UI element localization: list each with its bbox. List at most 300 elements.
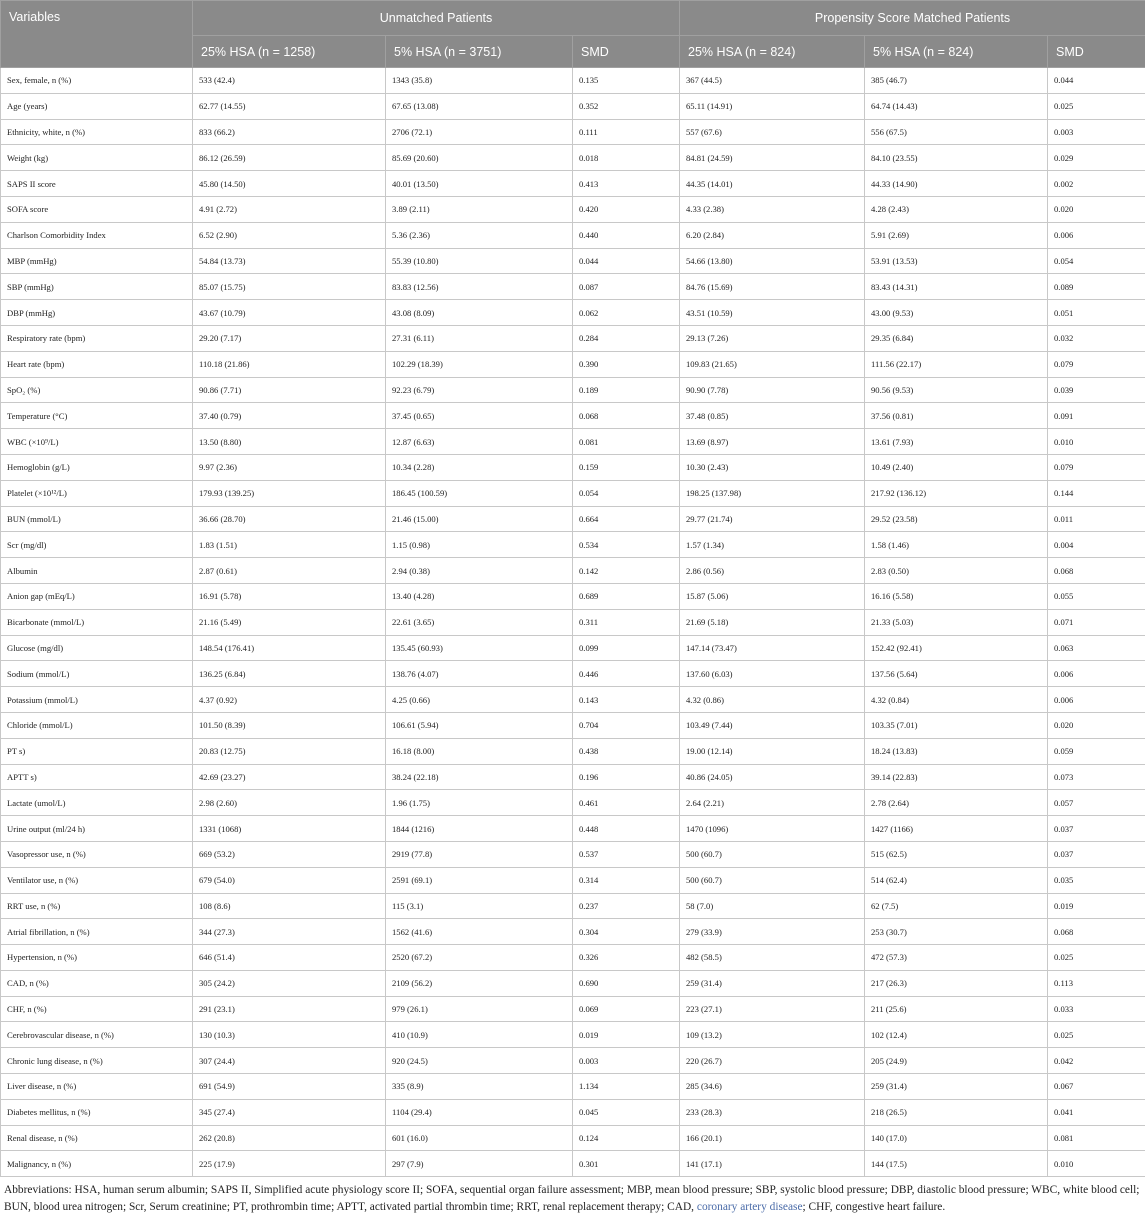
cell-unmatched-25-hsa: 148.54 (176.41) [193, 635, 386, 661]
cell-matched-5-hsa: 514 (62.4) [865, 867, 1048, 893]
cell-matched-25-hsa: 29.13 (7.26) [680, 325, 865, 351]
cell-matched-5-hsa: 144 (17.5) [865, 1151, 1048, 1177]
cell-matched-5-hsa: 515 (62.5) [865, 841, 1048, 867]
cell-unmatched-5-hsa: 335 (8.9) [386, 1074, 573, 1100]
cell-variable: Age (years) [1, 93, 193, 119]
table-row [1, 661, 1145, 687]
cell-variable: Hemoglobin (g/L) [1, 454, 193, 480]
cell-matched-25-hsa: 109.83 (21.65) [680, 351, 865, 377]
cell-unmatched-25-hsa: 21.16 (5.49) [193, 609, 386, 635]
cell-matched-25-hsa: 43.51 (10.59) [680, 300, 865, 326]
cell-matched-smd: 0.003 [1048, 119, 1145, 145]
cell-variable: Sodium (mmol/L) [1, 661, 193, 687]
table-row [1, 403, 1145, 429]
cell-variable: SpO₂ (%) [1, 377, 193, 403]
cell-matched-25-hsa: 367 (44.5) [680, 68, 865, 94]
cell-unmatched-5-hsa: 1.96 (1.75) [386, 790, 573, 816]
cell-unmatched-smd: 0.448 [573, 816, 680, 842]
cell-unmatched-5-hsa: 106.61 (5.94) [386, 712, 573, 738]
cell-unmatched-smd: 0.044 [573, 248, 680, 274]
table-body [1, 68, 1145, 1177]
cell-matched-5-hsa: 90.56 (9.53) [865, 377, 1048, 403]
cell-matched-25-hsa: 29.77 (21.74) [680, 506, 865, 532]
cell-matched-25-hsa: 259 (31.4) [680, 970, 865, 996]
header-matched-5-hsa: 5% HSA (n = 824) [865, 36, 1048, 68]
cell-matched-smd: 0.068 [1048, 558, 1145, 584]
cell-variable: Ventilator use, n (%) [1, 867, 193, 893]
cell-matched-25-hsa: 4.32 (0.86) [680, 687, 865, 713]
cell-matched-5-hsa: 4.28 (2.43) [865, 196, 1048, 222]
cell-matched-smd: 0.081 [1048, 1125, 1145, 1151]
cell-variable: Charlson Comorbidity Index [1, 222, 193, 248]
cell-matched-smd: 0.079 [1048, 454, 1145, 480]
cell-matched-5-hsa: 53.91 (13.53) [865, 248, 1048, 274]
cell-unmatched-25-hsa: 42.69 (23.27) [193, 764, 386, 790]
cell-matched-5-hsa: 62 (7.5) [865, 893, 1048, 919]
cell-matched-5-hsa: 37.56 (0.81) [865, 403, 1048, 429]
cell-unmatched-5-hsa: 22.61 (3.65) [386, 609, 573, 635]
cell-matched-smd: 0.144 [1048, 480, 1145, 506]
table-row [1, 687, 1145, 713]
table-row [1, 1125, 1145, 1151]
cell-matched-25-hsa: 500 (60.7) [680, 867, 865, 893]
cell-matched-25-hsa: 1470 (1096) [680, 816, 865, 842]
cell-matched-5-hsa: 84.10 (23.55) [865, 145, 1048, 171]
cell-unmatched-25-hsa: 669 (53.2) [193, 841, 386, 867]
cell-unmatched-25-hsa: 13.50 (8.80) [193, 429, 386, 455]
cell-unmatched-5-hsa: 92.23 (6.79) [386, 377, 573, 403]
cell-unmatched-25-hsa: 36.66 (28.70) [193, 506, 386, 532]
cell-matched-25-hsa: 1.57 (1.34) [680, 532, 865, 558]
cell-unmatched-5-hsa: 38.24 (22.18) [386, 764, 573, 790]
cell-unmatched-smd: 0.159 [573, 454, 680, 480]
cell-variable: Urine output (ml/24 h) [1, 816, 193, 842]
header-matched-smd: SMD [1048, 36, 1145, 68]
cell-matched-25-hsa: 141 (17.1) [680, 1151, 865, 1177]
cell-matched-5-hsa: 211 (25.6) [865, 996, 1048, 1022]
cell-unmatched-5-hsa: 1844 (1216) [386, 816, 573, 842]
cell-unmatched-25-hsa: 6.52 (2.90) [193, 222, 386, 248]
cell-variable: BUN (mmol/L) [1, 506, 193, 532]
table-row [1, 635, 1145, 661]
cell-unmatched-25-hsa: 108 (8.6) [193, 893, 386, 919]
cell-matched-25-hsa: 2.86 (0.56) [680, 558, 865, 584]
cell-matched-smd: 0.091 [1048, 403, 1145, 429]
cell-matched-5-hsa: 472 (57.3) [865, 945, 1048, 971]
cell-matched-smd: 0.079 [1048, 351, 1145, 377]
cell-matched-25-hsa: 6.20 (2.84) [680, 222, 865, 248]
cell-unmatched-25-hsa: 344 (27.3) [193, 919, 386, 945]
table-row [1, 532, 1145, 558]
cell-unmatched-smd: 0.143 [573, 687, 680, 713]
cell-unmatched-25-hsa: 130 (10.3) [193, 1022, 386, 1048]
table-row [1, 1151, 1145, 1177]
cell-unmatched-25-hsa: 54.84 (13.73) [193, 248, 386, 274]
cell-unmatched-smd: 0.690 [573, 970, 680, 996]
cell-variable: RRT use, n (%) [1, 893, 193, 919]
cell-unmatched-smd: 0.664 [573, 506, 680, 532]
cell-unmatched-smd: 0.326 [573, 945, 680, 971]
cell-unmatched-smd: 0.099 [573, 635, 680, 661]
footnote-text: Abbreviations: HSA, human serum albumin; SAPS II, Simplified acute physiology score II; SOFA, sequential organ failure assessment; MBP, mean blood pressure; SBP, systolic blood pressure; DBP, diastolic blood pressure; WBC, white blood cell; BUN, blood urea nitrogen; Scr, Serum creatinine; PT, prothrombin time; APTT, activated partial thrombin time; RRT, renal replacement therapy; CAD, [4, 1184, 1139, 1213]
cell-unmatched-5-hsa: 10.34 (2.28) [386, 454, 573, 480]
cell-unmatched-5-hsa: 2919 (77.8) [386, 841, 573, 867]
cell-unmatched-5-hsa: 2.94 (0.38) [386, 558, 573, 584]
cell-variable: CAD, n (%) [1, 970, 193, 996]
cell-unmatched-smd: 0.124 [573, 1125, 680, 1151]
cell-matched-smd: 0.067 [1048, 1074, 1145, 1100]
cell-variable: Heart rate (bpm) [1, 351, 193, 377]
cell-unmatched-5-hsa: 67.65 (13.08) [386, 93, 573, 119]
cell-variable: PT s) [1, 738, 193, 764]
cell-matched-5-hsa: 217 (26.3) [865, 970, 1048, 996]
cell-matched-5-hsa: 102 (12.4) [865, 1022, 1048, 1048]
table-row [1, 738, 1145, 764]
cell-unmatched-smd: 0.420 [573, 196, 680, 222]
cell-variable: Lactate (umol/L) [1, 790, 193, 816]
cell-unmatched-smd: 0.314 [573, 867, 680, 893]
cell-matched-smd: 0.010 [1048, 429, 1145, 455]
cell-variable: Platelet (×10¹²/L) [1, 480, 193, 506]
cell-unmatched-5-hsa: 601 (16.0) [386, 1125, 573, 1151]
cell-matched-25-hsa: 84.76 (15.69) [680, 274, 865, 300]
cell-matched-smd: 0.010 [1048, 1151, 1145, 1177]
cell-matched-5-hsa: 5.91 (2.69) [865, 222, 1048, 248]
cell-unmatched-5-hsa: 16.18 (8.00) [386, 738, 573, 764]
cell-matched-smd: 0.006 [1048, 687, 1145, 713]
cell-unmatched-5-hsa: 1562 (41.6) [386, 919, 573, 945]
cell-unmatched-5-hsa: 2591 (69.1) [386, 867, 573, 893]
table-row [1, 1074, 1145, 1100]
table-row [1, 1048, 1145, 1074]
cell-matched-smd: 0.041 [1048, 1099, 1145, 1125]
cell-variable: Respiratory rate (bpm) [1, 325, 193, 351]
cell-matched-5-hsa: 83.43 (14.31) [865, 274, 1048, 300]
table-row [1, 248, 1145, 274]
cell-unmatched-smd: 0.461 [573, 790, 680, 816]
table-row [1, 1099, 1145, 1125]
cell-matched-smd: 0.020 [1048, 196, 1145, 222]
cell-matched-5-hsa: 253 (30.7) [865, 919, 1048, 945]
header-matched-group: Propensity Score Matched Patients [680, 1, 1145, 36]
cell-matched-5-hsa: 1.58 (1.46) [865, 532, 1048, 558]
table-row [1, 919, 1145, 945]
cell-unmatched-5-hsa: 102.29 (18.39) [386, 351, 573, 377]
table-row [1, 93, 1145, 119]
cell-matched-smd: 0.025 [1048, 1022, 1145, 1048]
cell-unmatched-25-hsa: 136.25 (6.84) [193, 661, 386, 687]
cell-matched-smd: 0.063 [1048, 635, 1145, 661]
cell-matched-25-hsa: 37.48 (0.85) [680, 403, 865, 429]
header-unmatched-group: Unmatched Patients [193, 1, 680, 36]
cell-unmatched-25-hsa: 262 (20.8) [193, 1125, 386, 1151]
cell-unmatched-5-hsa: 4.25 (0.66) [386, 687, 573, 713]
cell-variable: Atrial fibrillation, n (%) [1, 919, 193, 945]
cell-variable: Bicarbonate (mmol/L) [1, 609, 193, 635]
cell-unmatched-5-hsa: 297 (7.9) [386, 1151, 573, 1177]
cell-unmatched-25-hsa: 62.77 (14.55) [193, 93, 386, 119]
cell-matched-5-hsa: 29.35 (6.84) [865, 325, 1048, 351]
cell-matched-25-hsa: 15.87 (5.06) [680, 583, 865, 609]
cell-matched-25-hsa: 482 (58.5) [680, 945, 865, 971]
footnote-link-coronary-artery-disease[interactable]: coronary artery disease [697, 1201, 803, 1213]
cell-variable: Vasopressor use, n (%) [1, 841, 193, 867]
cell-matched-25-hsa: 19.00 (12.14) [680, 738, 865, 764]
cell-matched-smd: 0.035 [1048, 867, 1145, 893]
cell-unmatched-smd: 0.534 [573, 532, 680, 558]
cell-unmatched-smd: 0.111 [573, 119, 680, 145]
cell-unmatched-25-hsa: 646 (51.4) [193, 945, 386, 971]
cell-unmatched-smd: 0.304 [573, 919, 680, 945]
cell-unmatched-5-hsa: 920 (24.5) [386, 1048, 573, 1074]
cell-unmatched-25-hsa: 679 (54.0) [193, 867, 386, 893]
header-unmatched-smd: SMD [573, 36, 680, 68]
cell-unmatched-5-hsa: 1343 (35.8) [386, 68, 573, 94]
cell-variable: Cerebrovascular disease, n (%) [1, 1022, 193, 1048]
cell-matched-5-hsa: 43.00 (9.53) [865, 300, 1048, 326]
cell-matched-25-hsa: 10.30 (2.43) [680, 454, 865, 480]
cell-unmatched-25-hsa: 2.98 (2.60) [193, 790, 386, 816]
table-row [1, 300, 1145, 326]
cell-unmatched-25-hsa: 43.67 (10.79) [193, 300, 386, 326]
cell-matched-25-hsa: 90.90 (7.78) [680, 377, 865, 403]
cell-matched-5-hsa: 111.56 (22.17) [865, 351, 1048, 377]
cell-matched-smd: 0.073 [1048, 764, 1145, 790]
table-row [1, 145, 1145, 171]
cell-matched-25-hsa: 223 (27.1) [680, 996, 865, 1022]
cell-unmatched-5-hsa: 13.40 (4.28) [386, 583, 573, 609]
cell-variable: Temperature (°C) [1, 403, 193, 429]
cell-unmatched-smd: 0.311 [573, 609, 680, 635]
cell-unmatched-smd: 0.062 [573, 300, 680, 326]
cell-matched-5-hsa: 137.56 (5.64) [865, 661, 1048, 687]
cell-unmatched-25-hsa: 225 (17.9) [193, 1151, 386, 1177]
cell-unmatched-smd: 0.135 [573, 68, 680, 94]
cell-unmatched-smd: 0.081 [573, 429, 680, 455]
cell-matched-smd: 0.011 [1048, 506, 1145, 532]
cell-matched-5-hsa: 21.33 (5.03) [865, 609, 1048, 635]
table-row [1, 377, 1145, 403]
cell-unmatched-smd: 0.069 [573, 996, 680, 1022]
cell-matched-smd: 0.055 [1048, 583, 1145, 609]
cell-variable: Chloride (mmol/L) [1, 712, 193, 738]
cell-matched-25-hsa: 13.69 (8.97) [680, 429, 865, 455]
cell-variable: Hypertension, n (%) [1, 945, 193, 971]
cell-matched-25-hsa: 54.66 (13.80) [680, 248, 865, 274]
cell-unmatched-5-hsa: 2706 (72.1) [386, 119, 573, 145]
cell-matched-25-hsa: 557 (67.6) [680, 119, 865, 145]
cell-unmatched-25-hsa: 20.83 (12.75) [193, 738, 386, 764]
cell-variable: CHF, n (%) [1, 996, 193, 1022]
cell-unmatched-smd: 0.446 [573, 661, 680, 687]
table-row [1, 274, 1145, 300]
cell-matched-5-hsa: 64.74 (14.43) [865, 93, 1048, 119]
cell-variable: Diabetes mellitus, n (%) [1, 1099, 193, 1125]
table-row [1, 558, 1145, 584]
cell-matched-25-hsa: 285 (34.6) [680, 1074, 865, 1100]
cell-unmatched-25-hsa: 45.80 (14.50) [193, 171, 386, 197]
cell-matched-25-hsa: 500 (60.7) [680, 841, 865, 867]
cell-unmatched-smd: 0.045 [573, 1099, 680, 1125]
table-row [1, 454, 1145, 480]
table-footnote [0, 1177, 1145, 1216]
table-row [1, 970, 1145, 996]
cell-variable: Albumin [1, 558, 193, 584]
cell-unmatched-5-hsa: 55.39 (10.80) [386, 248, 573, 274]
cell-matched-smd: 0.006 [1048, 661, 1145, 687]
cell-matched-25-hsa: 279 (33.9) [680, 919, 865, 945]
cell-unmatched-5-hsa: 40.01 (13.50) [386, 171, 573, 197]
table-row [1, 764, 1145, 790]
cell-unmatched-5-hsa: 1104 (29.4) [386, 1099, 573, 1125]
cell-matched-5-hsa: 16.16 (5.58) [865, 583, 1048, 609]
cell-matched-5-hsa: 556 (67.5) [865, 119, 1048, 145]
cell-unmatched-25-hsa: 37.40 (0.79) [193, 403, 386, 429]
cell-variable: Malignancy, n (%) [1, 1151, 193, 1177]
cell-matched-5-hsa: 4.32 (0.84) [865, 687, 1048, 713]
cell-matched-smd: 0.059 [1048, 738, 1145, 764]
cell-variable: WBC (×10⁹/L) [1, 429, 193, 455]
cell-matched-25-hsa: 109 (13.2) [680, 1022, 865, 1048]
cell-variable: APTT s) [1, 764, 193, 790]
cell-unmatched-5-hsa: 3.89 (2.11) [386, 196, 573, 222]
cell-matched-5-hsa: 2.83 (0.50) [865, 558, 1048, 584]
header-matched-25-hsa: 25% HSA (n = 824) [680, 36, 865, 68]
cell-matched-smd: 0.025 [1048, 93, 1145, 119]
cell-matched-5-hsa: 39.14 (22.83) [865, 764, 1048, 790]
table-header [1, 1, 1145, 68]
table-row [1, 480, 1145, 506]
cell-unmatched-smd: 0.196 [573, 764, 680, 790]
cell-unmatched-smd: 0.068 [573, 403, 680, 429]
cell-matched-smd: 0.006 [1048, 222, 1145, 248]
cell-unmatched-smd: 0.440 [573, 222, 680, 248]
cell-variable: SOFA score [1, 196, 193, 222]
cell-matched-25-hsa: 220 (26.7) [680, 1048, 865, 1074]
cell-matched-5-hsa: 205 (24.9) [865, 1048, 1048, 1074]
cell-variable: SBP (mmHg) [1, 274, 193, 300]
header-variables: Variables [1, 1, 193, 68]
cell-unmatched-25-hsa: 110.18 (21.86) [193, 351, 386, 377]
table-row [1, 222, 1145, 248]
cell-unmatched-25-hsa: 307 (24.4) [193, 1048, 386, 1074]
cell-variable: Potassium (mmol/L) [1, 687, 193, 713]
cell-unmatched-smd: 0.704 [573, 712, 680, 738]
cell-variable: Renal disease, n (%) [1, 1125, 193, 1151]
cell-unmatched-5-hsa: 21.46 (15.00) [386, 506, 573, 532]
cell-matched-smd: 0.037 [1048, 816, 1145, 842]
cell-matched-25-hsa: 21.69 (5.18) [680, 609, 865, 635]
cell-matched-25-hsa: 44.35 (14.01) [680, 171, 865, 197]
cell-matched-smd: 0.020 [1048, 712, 1145, 738]
cell-unmatched-25-hsa: 1331 (1068) [193, 816, 386, 842]
table-row [1, 506, 1145, 532]
cell-matched-smd: 0.068 [1048, 919, 1145, 945]
cell-unmatched-25-hsa: 4.91 (2.72) [193, 196, 386, 222]
cell-matched-5-hsa: 10.49 (2.40) [865, 454, 1048, 480]
cell-matched-smd: 0.037 [1048, 841, 1145, 867]
cell-matched-5-hsa: 217.92 (136.12) [865, 480, 1048, 506]
cell-unmatched-5-hsa: 1.15 (0.98) [386, 532, 573, 558]
cell-matched-smd: 0.071 [1048, 609, 1145, 635]
cell-matched-5-hsa: 18.24 (13.83) [865, 738, 1048, 764]
cell-matched-5-hsa: 140 (17.0) [865, 1125, 1048, 1151]
cell-matched-5-hsa: 13.61 (7.93) [865, 429, 1048, 455]
cell-matched-smd: 0.032 [1048, 325, 1145, 351]
cell-matched-25-hsa: 40.86 (24.05) [680, 764, 865, 790]
cell-variable: SAPS II score [1, 171, 193, 197]
cell-matched-5-hsa: 2.78 (2.64) [865, 790, 1048, 816]
cell-unmatched-25-hsa: 29.20 (7.17) [193, 325, 386, 351]
cell-unmatched-25-hsa: 833 (66.2) [193, 119, 386, 145]
cell-unmatched-5-hsa: 2109 (56.2) [386, 970, 573, 996]
table-row [1, 893, 1145, 919]
table-row [1, 609, 1145, 635]
cell-unmatched-5-hsa: 12.87 (6.63) [386, 429, 573, 455]
cell-unmatched-25-hsa: 305 (24.2) [193, 970, 386, 996]
header-unmatched-25-hsa: 25% HSA (n = 1258) [193, 36, 386, 68]
cell-variable: Chronic lung disease, n (%) [1, 1048, 193, 1074]
cell-matched-smd: 0.057 [1048, 790, 1145, 816]
cell-matched-25-hsa: 166 (20.1) [680, 1125, 865, 1151]
cell-unmatched-smd: 0.438 [573, 738, 680, 764]
cell-unmatched-25-hsa: 9.97 (2.36) [193, 454, 386, 480]
cell-unmatched-25-hsa: 1.83 (1.51) [193, 532, 386, 558]
cell-unmatched-25-hsa: 345 (27.4) [193, 1099, 386, 1125]
cell-matched-25-hsa: 2.64 (2.21) [680, 790, 865, 816]
table-row [1, 1022, 1145, 1048]
table-row [1, 867, 1145, 893]
cell-unmatched-25-hsa: 85.07 (15.75) [193, 274, 386, 300]
cell-matched-25-hsa: 198.25 (137.98) [680, 480, 865, 506]
cell-matched-smd: 0.002 [1048, 171, 1145, 197]
cell-variable: Scr (mg/dl) [1, 532, 193, 558]
cell-unmatched-smd: 0.352 [573, 93, 680, 119]
cell-unmatched-5-hsa: 979 (26.1) [386, 996, 573, 1022]
cell-unmatched-5-hsa: 43.08 (8.09) [386, 300, 573, 326]
table-row [1, 325, 1145, 351]
cell-unmatched-5-hsa: 5.36 (2.36) [386, 222, 573, 248]
cell-variable: MBP (mmHg) [1, 248, 193, 274]
table-row [1, 171, 1145, 197]
cell-unmatched-5-hsa: 410 (10.9) [386, 1022, 573, 1048]
cell-matched-smd: 0.025 [1048, 945, 1145, 971]
cell-unmatched-5-hsa: 83.83 (12.56) [386, 274, 573, 300]
cell-matched-smd: 0.019 [1048, 893, 1145, 919]
table-row [1, 196, 1145, 222]
cell-variable: Glucose (mg/dl) [1, 635, 193, 661]
cell-matched-5-hsa: 218 (26.5) [865, 1099, 1048, 1125]
table-row [1, 68, 1145, 94]
cell-unmatched-25-hsa: 533 (42.4) [193, 68, 386, 94]
cell-unmatched-5-hsa: 85.69 (20.60) [386, 145, 573, 171]
cell-matched-5-hsa: 103.35 (7.01) [865, 712, 1048, 738]
cell-unmatched-25-hsa: 101.50 (8.39) [193, 712, 386, 738]
cell-matched-5-hsa: 1427 (1166) [865, 816, 1048, 842]
cell-matched-25-hsa: 233 (28.3) [680, 1099, 865, 1125]
cell-unmatched-smd: 0.390 [573, 351, 680, 377]
table-row [1, 429, 1145, 455]
cell-unmatched-smd: 0.003 [573, 1048, 680, 1074]
table-row [1, 841, 1145, 867]
cell-variable: Liver disease, n (%) [1, 1074, 193, 1100]
cell-matched-5-hsa: 385 (46.7) [865, 68, 1048, 94]
footnote-text-end: ; CHF, congestive heart failure. [803, 1201, 946, 1213]
cell-unmatched-25-hsa: 179.93 (139.25) [193, 480, 386, 506]
cell-matched-5-hsa: 259 (31.4) [865, 1074, 1048, 1100]
cell-unmatched-5-hsa: 138.76 (4.07) [386, 661, 573, 687]
cell-unmatched-smd: 0.018 [573, 145, 680, 171]
